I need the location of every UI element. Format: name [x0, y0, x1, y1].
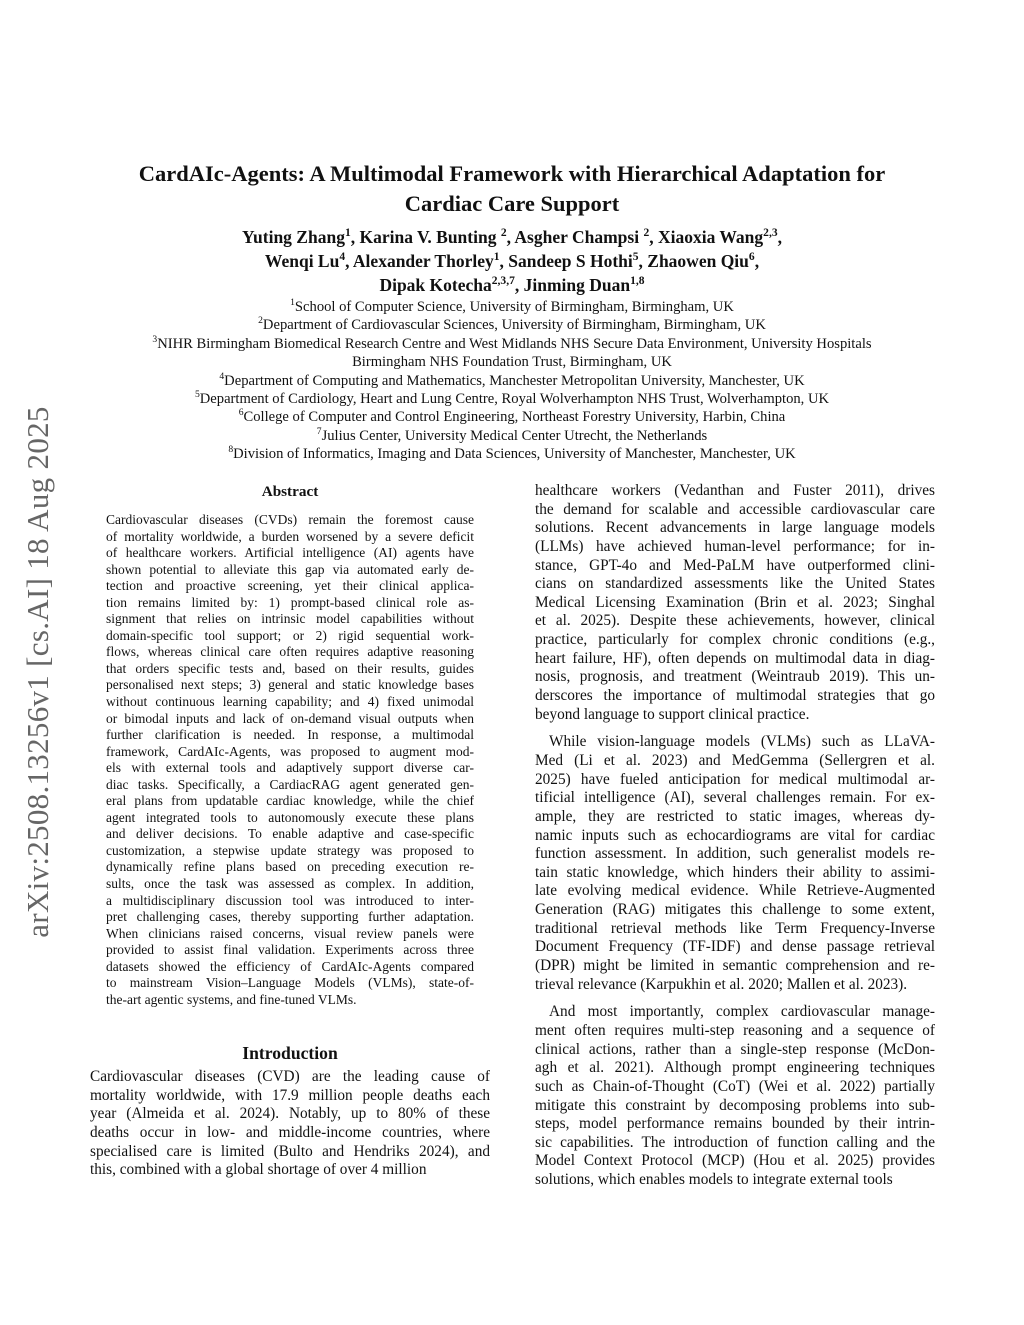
text-line: trieval relevance (Karpukhin et al. 2020; Mallen et al. 2023).	[535, 975, 908, 993]
text-line: traditional retrieval methods like Term Frequency-Inverse	[535, 919, 935, 937]
text-line: the demand for scalable and accessible cardiovascular care	[535, 500, 935, 518]
affiliation	[80, 390, 944, 408]
text-line: healthcare workers (Vedanthan and Fuster 2011), drives	[535, 482, 935, 499]
author-affiliation-mark: 1,8	[630, 275, 645, 288]
affiliation-text: Department of Computing and Mathematics, Manchester Metropolitan University, Manchester, UK	[224, 372, 805, 389]
text-line: to mainstream Vision–Language Models (VLMs), state-of-	[106, 975, 474, 991]
affiliation-number: 1	[290, 297, 295, 309]
text-line: agh et al. 2021). Although prompt engineering techniques	[535, 1059, 935, 1077]
affiliation	[80, 408, 944, 426]
affiliation-number: 8	[228, 444, 234, 456]
text-line: domain-specific tool support; or 2) rigid sequential work-	[106, 627, 474, 643]
text-line: stance, GPT-4o and Med-PaLM have outperformed clini-	[535, 556, 935, 574]
text-line: such as Chain-of-Thought (CoT) (Wei et al. 2022) partially	[535, 1077, 935, 1095]
affiliation-text: Birmingham NHS Foundation Trust, Birmingham, UK	[352, 354, 672, 371]
text-line: nosis, prognosis, and treatment (Weintraub 2019). This un-	[535, 668, 935, 686]
author-affiliation-mark: 2	[500, 227, 507, 240]
introduction-body	[90, 1068, 490, 1180]
text-line: practice, particularly for complex chronic conditions (e.g.,	[535, 631, 935, 649]
affiliation	[80, 316, 944, 334]
text-line: namic inputs such as echocardiograms are vital for cardiac	[535, 826, 935, 844]
author-affiliation-mark: 2,3	[763, 227, 778, 240]
author-name: Jinming Duan	[523, 275, 631, 295]
author-name: Xiaoxia Wang	[657, 227, 764, 247]
text-line: steps, model performance remains bounded by their intrin-	[535, 1115, 935, 1133]
text-line: of mortality worldwide, a burden worsened by a severe deficit	[106, 528, 474, 544]
text-line: function assessment. In addition, such generalist models re-	[535, 845, 935, 863]
author-name: Sandeep S Hothi	[508, 251, 633, 271]
paragraph-1	[535, 482, 935, 724]
affiliation-text: Division of Informatics, Imaging and Data Sciences, University of Manchester, Manchester, UK	[233, 446, 796, 463]
author-name: Karina V. Bunting	[359, 227, 501, 247]
text-line: tion remains limited by: 1) prompt-based clinical role as-	[106, 594, 474, 610]
text-line: Med (Li et al. 2023) and MedGemma (Sellergren et al.	[535, 751, 935, 769]
author-affiliation-mark: 2,3,7	[491, 275, 515, 288]
affiliation-text: NIHR Birmingham Biomedical Research Centre and West Midlands NHS Secure Data Environment, University Hospitals	[157, 335, 872, 352]
text-line: Generation (RAG) mitigates this challenge to some extent,	[535, 901, 935, 919]
text-line: When clinicians raised concerns, visual review panels were	[106, 925, 474, 941]
text-line: derscores the importance of multimodal strategies that go	[535, 687, 935, 705]
text-line: (DPR) might be limited in semantic comprehension and re-	[535, 957, 935, 975]
text-line: and deliver decisions. To enable adaptive and case-specific	[106, 826, 474, 842]
title-line-2: Cardiac Care Support	[404, 191, 620, 216]
author-separator: ,	[514, 275, 524, 295]
text-line: deaths occur in low- and middle-income countries, where	[90, 1123, 490, 1141]
author-name: Dipak Kotecha	[379, 275, 492, 295]
author-affiliation-mark: 5	[632, 251, 639, 264]
text-line: diac tasks. Specifically, a CardiacRAG agent generated gen-	[106, 776, 474, 792]
text-line: the-art agentic systems, and fine-tuned VLMs.	[106, 991, 357, 1007]
text-line: While vision-language models (VLMs) such as LLaVA-	[549, 733, 935, 751]
affiliation-text: Department of Cardiology, Heart and Lung Centre, Royal Wolverhampton NHS Trust, Wolverhampton, UK	[199, 391, 830, 408]
paragraph-3	[535, 1003, 935, 1189]
author-name: Asgher Champsi	[514, 227, 644, 247]
affiliation-number: 4	[219, 370, 225, 382]
author-line-1	[80, 225, 944, 249]
text-line: els with external tools and adaptively support diverse car-	[106, 760, 474, 776]
text-line: ment often requires multi-step reasoning and a sequence of	[535, 1021, 935, 1039]
affiliation	[80, 298, 944, 316]
author-line-3	[80, 273, 944, 297]
affiliation	[80, 445, 944, 463]
text-line: provided to assist final validation. Experiments across three	[106, 942, 474, 958]
text-line: without continuous learning capability; and 4) fixed unimodal	[106, 694, 474, 710]
affiliation-list	[80, 298, 944, 464]
text-line: that orders specific tests and, based on their results, guides	[106, 660, 474, 676]
right-column	[535, 482, 935, 1190]
text-line: framework, CardAIc-Agents, was proposed to augment mod-	[106, 743, 474, 759]
affiliation	[80, 427, 944, 445]
author-affiliation-mark: 6	[748, 251, 755, 264]
author-separator: ,	[499, 251, 509, 271]
text-line: signment that relies on intrinsic model capabilities without	[106, 611, 474, 627]
text-line: customization, a stepwise update strategy was proposed to	[106, 842, 474, 858]
author-name: Alexander Thorley	[352, 251, 494, 271]
text-line: Model Context Protocol (MCP) (Hou et al. 2025) provides	[535, 1152, 935, 1170]
text-line: Cardiovascular diseases (CVDs) remain the foremost cause	[106, 512, 474, 527]
text-line: pret challenging cases, thereby supporting further adaptation.	[106, 909, 474, 925]
author-affiliation-mark: 1	[344, 227, 351, 240]
text-line: And most importantly, complex cardiovascular manage-	[549, 1003, 935, 1021]
text-line: specialised care is limited (Bulto and Hendriks 2024), and	[90, 1142, 490, 1160]
author-separator: ,	[350, 227, 360, 247]
text-line: Medical Licensing Examination (Brin et al. 2023; Singhal	[535, 593, 935, 611]
affiliation	[80, 353, 944, 371]
author-list	[80, 225, 944, 297]
text-line: cians on standardized assessments like the United States	[535, 575, 935, 593]
affiliation-text: College of Computer and Control Engineering, Northeast Forestry University, Harbin, China	[243, 409, 786, 426]
text-line: agent integrated tools to autonomously execute these plans	[106, 809, 474, 825]
author-name: Zhaowen Qiu	[647, 251, 749, 271]
affiliation	[80, 372, 944, 390]
text-line: et al. 2025). Despite these achievements, however, clinical	[535, 612, 935, 630]
text-line: a multidisciplinary discussion tool was introduced to inter-	[106, 892, 474, 908]
author-separator: ,	[506, 227, 515, 247]
text-line: year (Almeida et al. 2024). Notably, up to 80% of these	[90, 1105, 490, 1123]
text-line: tain static knowledge, which hinders their ability to assimi-	[535, 863, 935, 881]
author-separator: ,	[638, 251, 648, 271]
paragraph-2	[535, 733, 935, 994]
text-line: 2025) have fueled anticipation for medical multimodal ar-	[535, 770, 935, 788]
text-line: heart failure, HF), often depends on multimodal data in diag-	[535, 649, 935, 667]
introduction-heading: Introduction	[242, 1043, 338, 1063]
affiliation-number: 6	[238, 407, 244, 419]
author-name: Wenqi Lu	[264, 251, 340, 271]
affiliation-text: Julius Center, University Medical Center Utrecht, the Netherlands	[321, 427, 708, 444]
title-line-1: CardAIc-Agents: A Multimodal Framework with Hierarchical Adaptation for	[138, 161, 886, 186]
text-line: solutions. Recent advancements in large language models	[535, 519, 935, 537]
affiliation	[80, 335, 944, 353]
text-line: mitigate this constraint by decomposing problems into sub-	[535, 1096, 935, 1114]
text-line: personalised next steps; 3) general and static knowledge bases	[106, 677, 474, 693]
text-line: shown potential to alleviate this gap via automated early de-	[106, 561, 474, 577]
author-separator: ,	[777, 227, 782, 247]
affiliation-number: 5	[194, 389, 200, 401]
paper-title	[80, 159, 944, 219]
author-line-2	[80, 249, 944, 273]
affiliation-text: School of Computer Science, University of Birmingham, Birmingham, UK	[294, 299, 734, 315]
text-line: tificial intelligence (AI), several challenges remain. For ex-	[535, 789, 935, 807]
author-name: Yuting Zhang	[242, 227, 345, 247]
text-line: clinical actions, rather than a single-step response (McDon-	[535, 1040, 935, 1058]
text-line: datasets showed the efficiency of CardAIc-Agents compared	[106, 958, 474, 974]
text-line: flows, whereas clinical care often requires adaptive reasoning	[106, 644, 474, 660]
text-line: dynamically refine plans based on preceding execution re-	[106, 859, 474, 875]
author-affiliation-mark: 2	[643, 227, 650, 240]
text-line: mortality worldwide, with 17.9 million people deaths each	[90, 1086, 490, 1104]
affiliation-text: Department of Cardiovascular Sciences, University of Birmingham, Birmingham, UK	[262, 317, 766, 334]
text-line: Document Frequency (TF-IDF) and dense passage retrieval	[535, 938, 935, 956]
text-line: Cardiovascular diseases (CVD) are the leading cause of	[90, 1068, 490, 1085]
author-affiliation-mark: 1	[493, 251, 500, 264]
text-line: beyond language to support clinical practice.	[535, 705, 810, 723]
text-line: further clarification is needed. In response, a multimodal	[106, 727, 474, 743]
text-line: late evolving medical evidence. While Retrieve-Augmented	[535, 882, 935, 900]
arxiv-identifier: arXiv:2508.13256v1 [cs.AI] 18 Aug 2025	[20, 406, 55, 938]
text-line: eral plans from updatable cardiac knowledge, while the chief	[106, 793, 474, 809]
author-separator: ,	[649, 227, 658, 247]
text-line: sults, once the task was assessed as complex. In addition,	[106, 876, 474, 892]
affiliation-number: 7	[316, 425, 322, 437]
author-separator: ,	[345, 251, 353, 271]
text-line: (LLMs) have achieved human-level performance; for in-	[535, 537, 935, 555]
author-affiliation-mark: 4	[339, 251, 346, 264]
text-line: this, combined with a global shortage of over 4 million	[90, 1161, 427, 1179]
text-line: sic capabilities. The introduction of function calling and the	[535, 1133, 935, 1151]
text-line: of healthcare workers. Artificial intelligence (AI) agents have	[106, 545, 474, 561]
text-line: solutions, which enables models to integrate external tools	[535, 1171, 893, 1189]
text-line: tection and proactive screening, yet their clinical applica-	[106, 578, 474, 594]
affiliation-number: 3	[152, 333, 158, 345]
author-separator: ,	[754, 251, 760, 271]
abstract-body	[106, 512, 474, 1008]
abstract-heading: Abstract	[261, 483, 319, 500]
text-line: or bimodal inputs and lack of on-demand visual outputs when	[106, 710, 474, 726]
text-line: ample, they are restricted to static images, whereas dy-	[535, 807, 935, 825]
affiliation-number: 2	[258, 315, 263, 327]
